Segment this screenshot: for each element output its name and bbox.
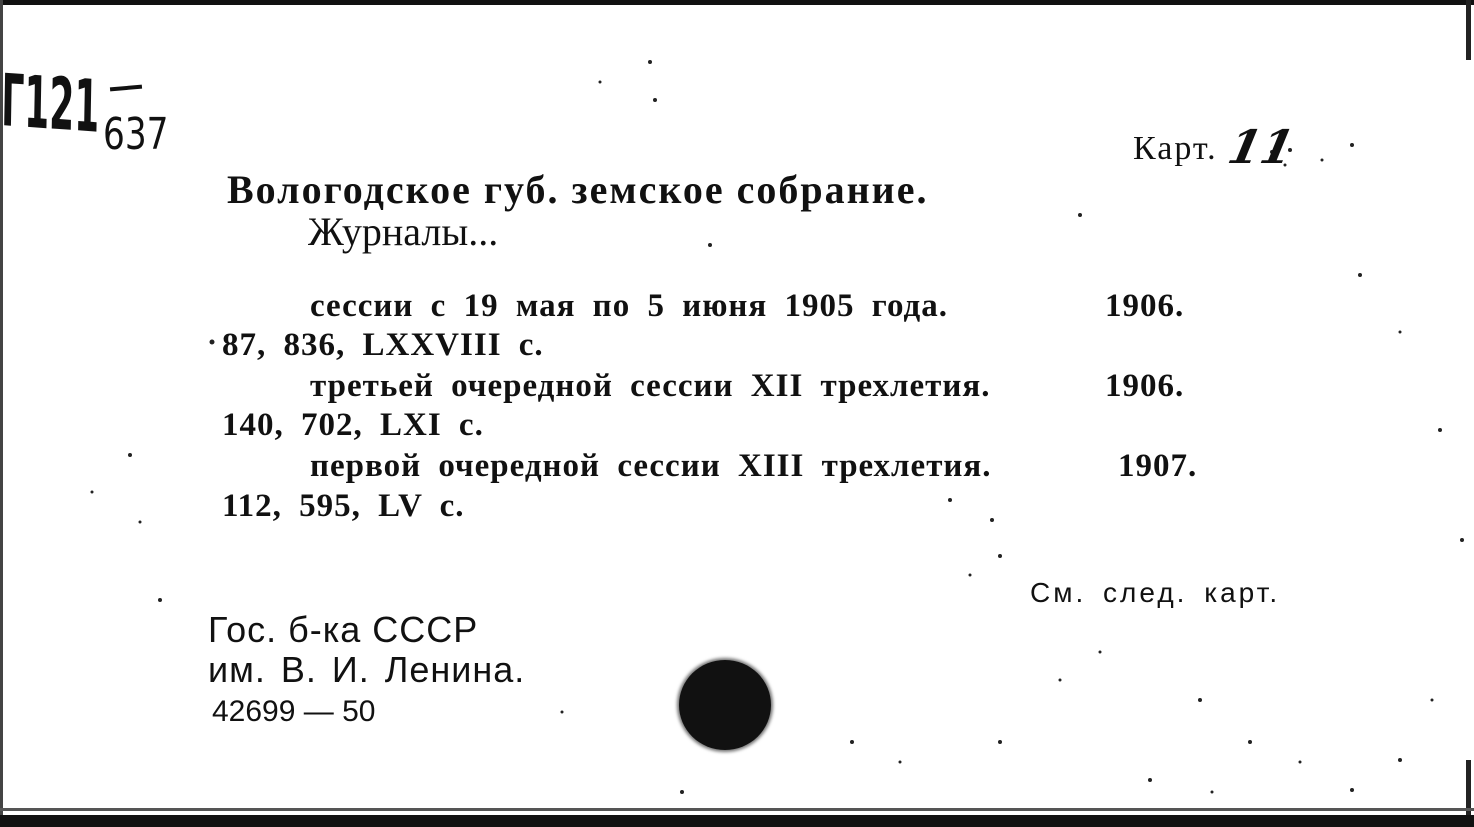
scan-speck (969, 574, 972, 577)
scan-speck (1299, 761, 1302, 764)
scan-speck (899, 761, 902, 764)
entry-title: первой очередной сессии XIII трехлетия. (310, 448, 992, 484)
entry-pages: 87, 836, LXXVIII с. (222, 327, 544, 363)
scan-speck (210, 340, 215, 345)
scan-speck (158, 598, 162, 602)
scan-speck (128, 453, 132, 457)
imprint-line: 42699 — 50 (212, 695, 376, 728)
imprint-line: им. В. И. Ленина. (208, 649, 526, 690)
scan-speck (561, 711, 564, 714)
punch-hole (679, 660, 771, 750)
scan-speck (1358, 273, 1362, 277)
entry-pages: 112, 595, LV с. (222, 488, 465, 524)
scan-speck (648, 60, 652, 64)
scan-speck (1099, 651, 1102, 654)
scan-speck (1438, 428, 1442, 432)
scan-speck (599, 81, 602, 84)
card-number-label: Карт. (1133, 130, 1218, 167)
scan-speck (91, 491, 94, 494)
scan-speck (1059, 679, 1062, 682)
scan-speck (998, 740, 1002, 744)
entry-title: третьей очередной сессии XII трехлетия. (310, 368, 991, 404)
scan-speck (1148, 778, 1152, 782)
scan-speck (1248, 740, 1252, 744)
entry-year: 1906. (1105, 288, 1185, 324)
scan-speck (1460, 538, 1464, 542)
entry-pages: 140, 702, LXI с. (222, 407, 484, 443)
scan-speck (708, 243, 712, 247)
entry-year: 1906. (1105, 368, 1185, 404)
shelf-mark-sub: 637 (103, 109, 169, 160)
scan-speck (1321, 159, 1324, 162)
entry-title: сессии с 19 мая по 5 июня 1905 года. (310, 288, 948, 324)
scan-speck (1350, 143, 1354, 147)
continuation-note: См. след. карт. (1030, 577, 1281, 608)
scan-speck (139, 521, 142, 524)
scan-speck (998, 554, 1002, 558)
card-number-value: 11 (1223, 120, 1299, 174)
scan-speck (1350, 788, 1354, 792)
shelf-mark-main: Г121 (0, 58, 101, 149)
scan-speck (948, 498, 952, 502)
scan-speck (1078, 213, 1082, 217)
entry-year: 1907. (1118, 448, 1198, 484)
scan-speck (1398, 758, 1402, 762)
scan-speck (1431, 699, 1434, 702)
imprint-line: Гос. б-ка СССР (208, 609, 479, 650)
card-heading: Вологодское губ. земское собрание. (227, 167, 929, 212)
scan-speck (680, 790, 684, 794)
card-subheading: Журналы... (308, 209, 499, 254)
scan-speck (1211, 791, 1214, 794)
scan-speck (850, 740, 854, 744)
scan-speck (1198, 698, 1202, 702)
scan-speck (990, 518, 994, 522)
scan-speck (1399, 331, 1402, 334)
scan-speck (653, 98, 657, 102)
